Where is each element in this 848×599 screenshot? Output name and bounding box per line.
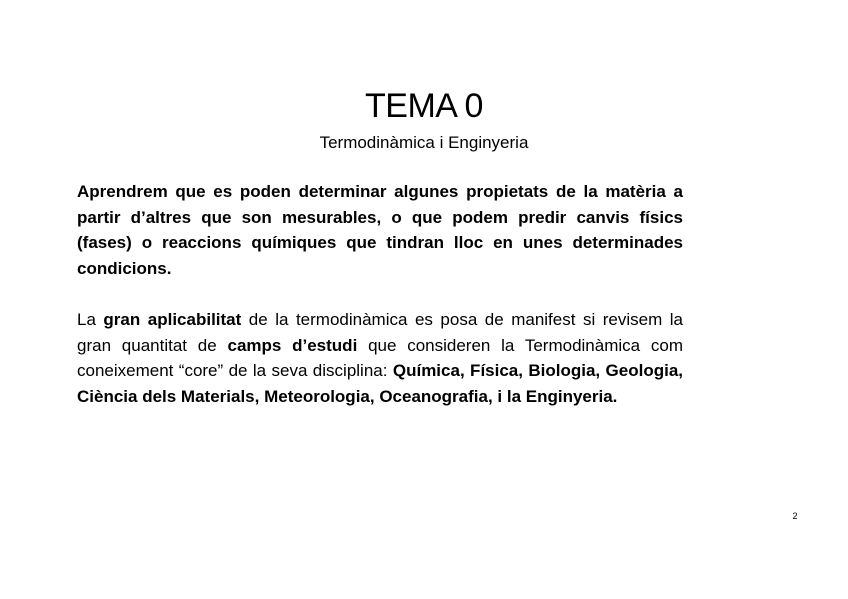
slide-subtitle: Termodinàmica i Enginyeria [319,133,529,152]
applicability-paragraph [77,307,683,409]
emphasis-gran-aplicabilitat: gran aplicabilitat [103,310,242,329]
emphasis-camps-destudi: camps d’estudi [227,335,358,355]
page-number: 2 [792,511,798,521]
emphasis-disciplines-list: Química, Física, Biologia, Geologia, Ciència dels Materials, Meteorologia, Oceanografia, i la Enginyeria. [77,361,683,406]
slide-title: TEMA 0 [365,87,483,125]
intro-paragraph: Aprendrem que es poden determinar algunes propietats de la matèria a partir d’altres que son mesurables, o que podem predir canvis físics (fases) o reaccions químiques que tindran lloc en unes determinades condicions. [77,182,683,278]
paragraph-text: que consideren la Termodinàmica com coneixement “core” de la seva disciplina: [77,335,683,381]
paragraph-text: La [77,310,104,329]
paragraph-text: de la termodinàmica es posa de manifest si revisem la gran quantitat de [77,310,683,355]
